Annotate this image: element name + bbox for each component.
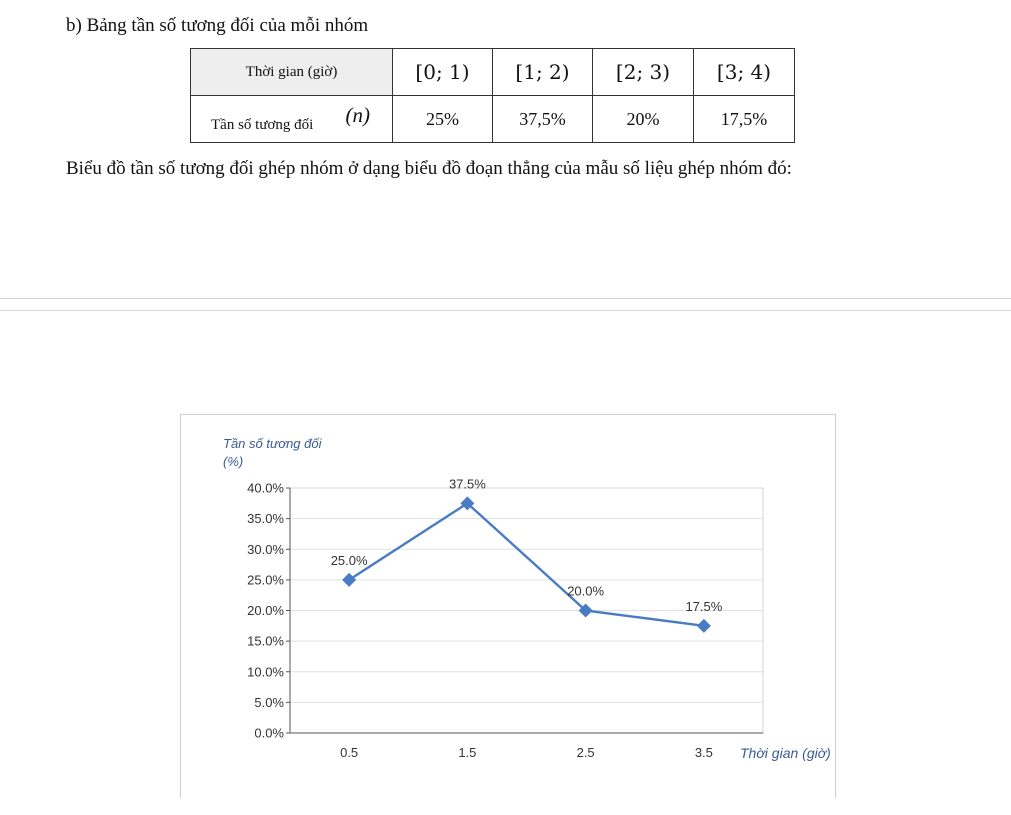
data-label: 37.5% [448, 476, 486, 492]
y-axis-title: Tần số tương đối [223, 436, 322, 451]
frequency-value-cell: 17,5% [694, 96, 795, 143]
frequency-table [190, 48, 795, 143]
x-tick-label: 2.5 [576, 745, 595, 760]
y-tick-label: 25.0% [247, 572, 284, 588]
data-label: 25.0% [330, 552, 368, 568]
divider-line [0, 310, 1011, 311]
section-heading: b) Bảng tần số tương đối của mỗi nhóm [66, 15, 369, 36]
chart-frame [180, 414, 836, 798]
x-tick-label: 1.5 [458, 745, 477, 760]
y-axis-title-unit: (%) [223, 454, 244, 469]
interval-cell [593, 49, 694, 96]
divider-line [0, 298, 1011, 299]
y-tick-label: 10.0% [247, 664, 284, 680]
y-tick-label: 20.0% [247, 603, 284, 618]
x-axis-title: Thời gian (giờ) [740, 745, 831, 761]
y-tick-label: 35.0% [247, 511, 284, 527]
interval-label: [2; 3) [615, 60, 671, 84]
chart-caption: Biểu đồ tần số tương đối ghép nhóm ở dạng biểu đồ đoạn thẳng của mẫu số liệu ghép nhóm đó: [66, 158, 792, 179]
relative-frequency-symbol: (n) [345, 103, 370, 127]
table-row-relative-frequency [191, 96, 795, 143]
interval-label: [1; 2) [515, 60, 570, 84]
interval-cell [694, 49, 795, 96]
interval-cell [493, 49, 593, 96]
frequency-value-cell: 25% [393, 96, 493, 143]
y-tick-label: 30.0% [247, 541, 284, 557]
frequency-value-cell: 20% [593, 96, 694, 143]
data-label: 20.0% [567, 583, 605, 599]
y-tick-label: 40.0% [247, 480, 284, 496]
table-row-time [191, 49, 795, 96]
interval-cell [393, 49, 493, 96]
interval-label: [3; 4) [716, 60, 772, 84]
frequency-value-cell: 37,5% [493, 96, 593, 143]
x-tick-label: 0.5 [340, 745, 359, 760]
y-tick-label: 5.0% [254, 694, 284, 710]
row-label-relative-frequency [191, 96, 393, 143]
relative-frequency-label: Tần số tương đối [211, 117, 314, 133]
x-tick-label: 3.5 [694, 745, 713, 760]
y-tick-label: 15.0% [247, 633, 284, 649]
y-tick-label: 0.0% [254, 725, 284, 741]
data-label: 17.5% [685, 598, 723, 614]
row-label-time: Thời gian (giờ) [191, 49, 393, 96]
interval-label: [0; 1) [415, 60, 470, 84]
